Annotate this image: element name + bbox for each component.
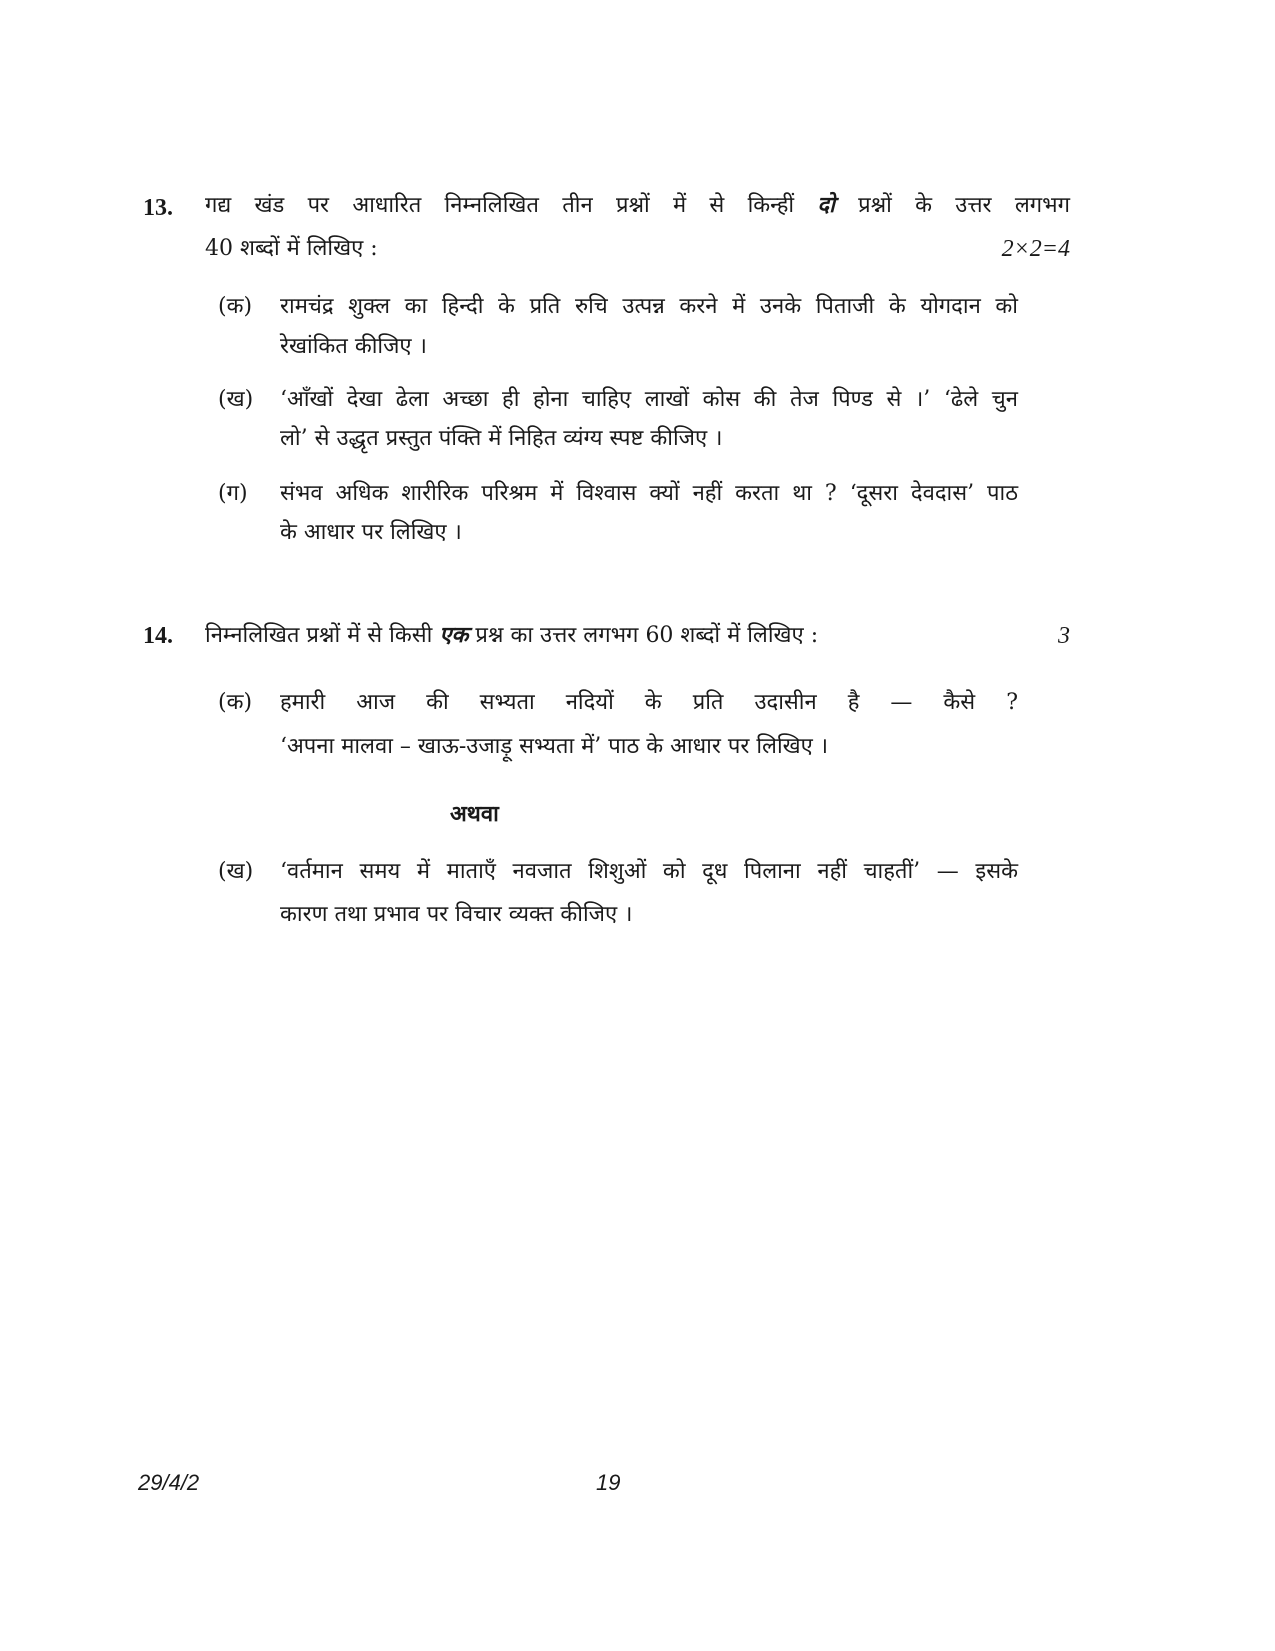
sub-question-label: (ख) <box>218 387 254 412</box>
sub-question-line-1: रामचंद्र शुक्ल का हिन्दी के प्रति रुचि उत्पन्न करने में उनके पिताजी के योगदान को <box>280 294 1018 319</box>
sub-question-line-2: कारण तथा प्रभाव पर विचार व्यक्त कीजिए । <box>280 902 633 927</box>
sub-question-label: (ग) <box>218 481 248 506</box>
sub-question-label: (क) <box>218 690 253 715</box>
sub-question-line-2: ‘अपना मालवा – खाऊ-उजाड़ू सभ्यता में’ पाठ के आधार पर लिखिए । <box>280 734 829 759</box>
question-number: 14. <box>143 623 173 649</box>
sub-question-line-1: हमारी आज की सभ्यता नदियों के प्रति उदासीन है — कैसे ? <box>280 690 1018 715</box>
page-number: 19 <box>596 1470 621 1495</box>
sub-question-line-2: रेखांकित कीजिए । <box>280 334 427 359</box>
sub-question-line-2: लो’ से उद्धृत प्रस्तुत पंक्ति में निहित व्यंग्य स्पष्ट कीजिए । <box>280 426 723 451</box>
sub-question-line-2: के आधार पर लिखिए । <box>280 520 462 545</box>
question-text-line-1: गद्य खंड पर आधारित निम्नलिखित तीन प्रश्नों में से किन्हीं दो प्रश्नों के उत्तर लगभग <box>205 192 1070 218</box>
sub-question-line-1: ‘आँखों देखा ढेला अच्छा ही होना चाहिए लाखों कोस की तेज पिण्ड से ।’ ‘ढेले चुन <box>280 387 1018 412</box>
marks: 3 <box>1058 623 1070 649</box>
emphasis-word: दो <box>817 192 835 218</box>
sub-question-label: (क) <box>218 294 253 319</box>
sub-question-line-1: ‘वर्तमान समय में माताएँ नवजात शिशुओं को दूध पिलाना नहीं चाहतीं’ — इसके <box>280 859 1018 884</box>
emphasis-word: एक <box>439 622 469 648</box>
paper-code: 29/4/2 <box>138 1470 200 1495</box>
or-separator: अथवा <box>450 801 499 827</box>
sub-question-label: (ख) <box>218 859 254 884</box>
question-number: 13. <box>143 195 173 221</box>
question-text-line-1: निम्नलिखित प्रश्नों में से किसी एक प्रश्न का उत्तर लगभग 60 शब्दों में लिखिए : <box>205 622 819 648</box>
marks: 2×2=4 <box>1001 236 1070 262</box>
question-text-line-2: 40 शब्दों में लिखिए : <box>205 236 378 261</box>
sub-question-line-1: संभव अधिक शारीरिक परिश्रम में विश्वास क्यों नहीं करता था ? ‘दूसरा देवदास’ पाठ <box>280 481 1018 506</box>
